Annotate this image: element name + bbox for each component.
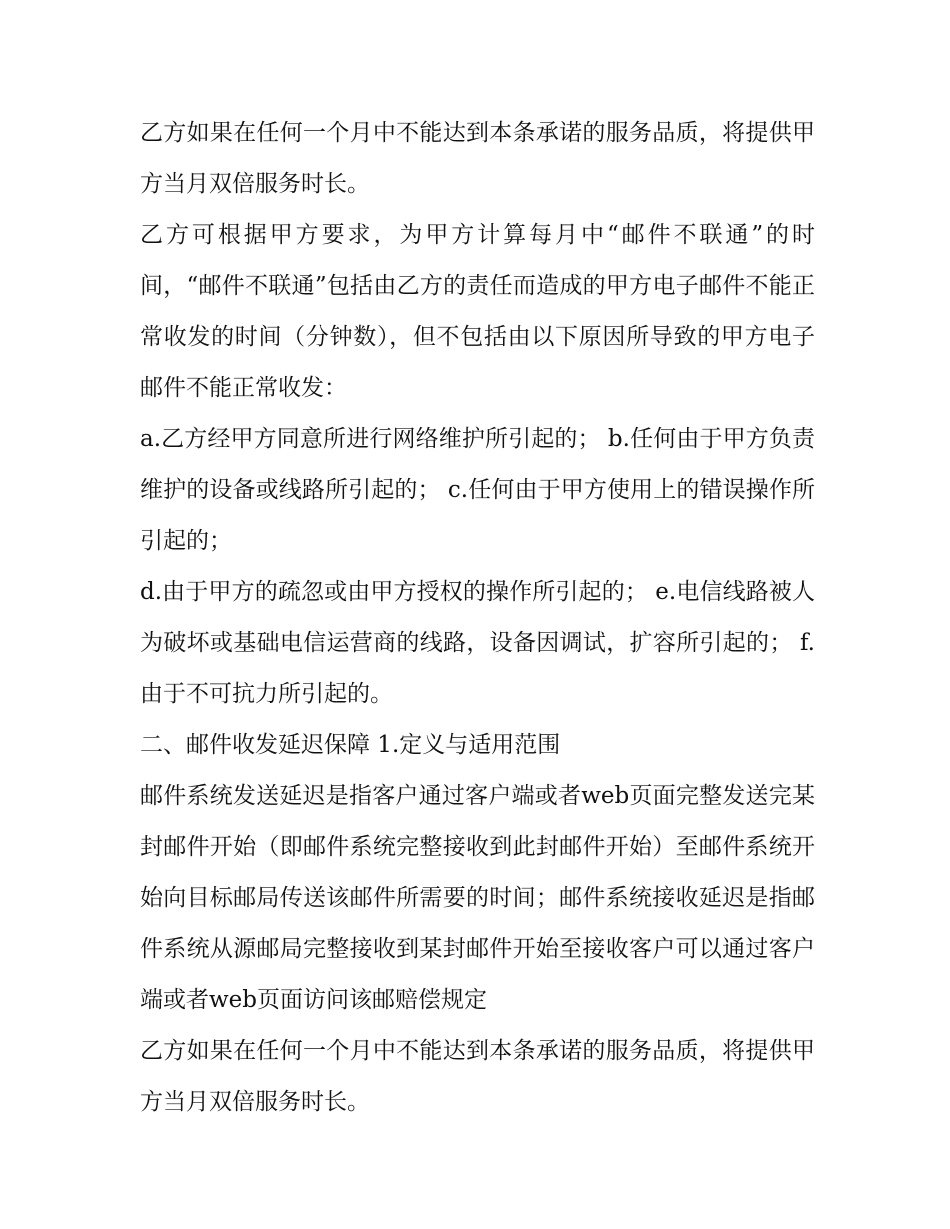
section-heading-mail-delay: 二、邮件收发延迟保障 1.定义与适用范围 — [140, 732, 561, 758]
document-body — [140, 108, 815, 1128]
paragraph-exclusions-d-f: d.由于甲方的疏忽或由甲方授权的操作所引起的； e.电信线路被人为破坏或基础电信运营商的线路，设备因调试，扩容所引起的； f.由于不可抗力所引起的。 — [140, 579, 815, 707]
paragraph-exclusions-a-c: a.乙方经甲方同意所进行网络维护所引起的； b.任何由于甲方负责维护的设备或线路所引起的； c.任何由于甲方使用上的错误操作所引起的； — [140, 426, 815, 554]
paragraph-mail-outage-definition: 乙方可根据甲方要求，为甲方计算每月中“邮件不联通”的时间，“邮件不联通”包括由乙方的责任而造成的甲方电子邮件不能正常收发的时间（分钟数），但不包括由以下原因所导致的甲方电子邮件不能正常收发： — [140, 222, 815, 401]
paragraph-mail-delay-definition: 邮件系统发送延迟是指客户通过客户端或者web页面完整发送完某封邮件开始（即邮件系统完整接收到此封邮件开始）至邮件系统开始向目标邮局传送该邮件所需要的时间；邮件系统接收延迟是指邮件系统从源邮局完整接收到某封邮件开始至接收客户可以通过客户端或者web页面访问该邮赔偿规定 — [140, 783, 815, 1013]
paragraph-service-quality-compensation: 乙方如果在任何一个月中不能达到本条承诺的服务品质，将提供甲方当月双倍服务时长。 — [140, 120, 815, 197]
paragraph-service-quality-compensation-repeat: 乙方如果在任何一个月中不能达到本条承诺的服务品质，将提供甲方当月双倍服务时长。 — [140, 1038, 815, 1115]
